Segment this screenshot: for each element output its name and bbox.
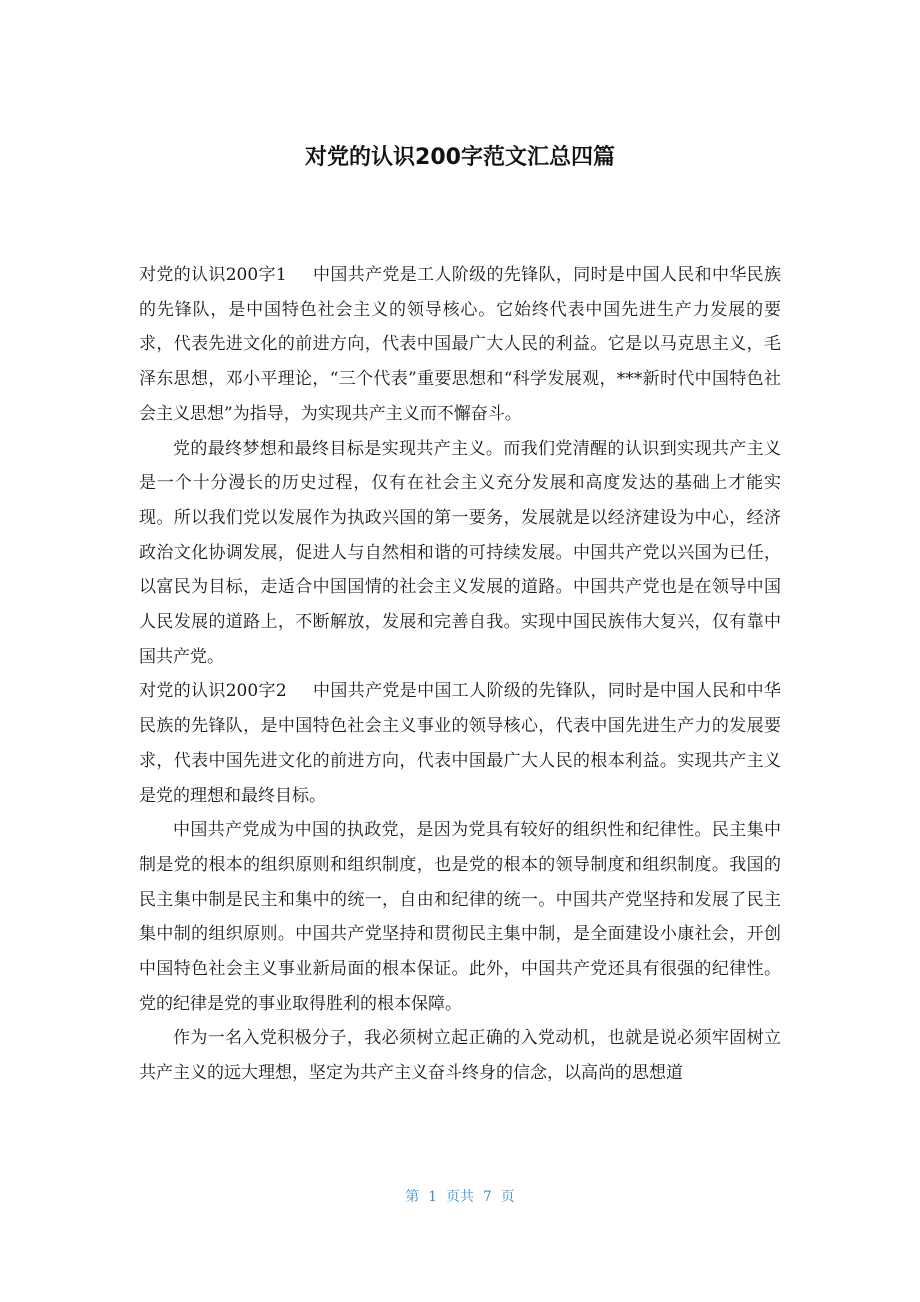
paragraph <box>139 674 781 813</box>
paragraph-text: 党的最终梦想和最终目标是实现共产主义。而我们党清醒的认识到实现共产主义是一个十分漫长的历史过程，仅有在社会主义充分发展和高度发达的基础上才能实现。所以我们党以发展作为执政兴国的第一要务，发展就是以经济建设为中心，经济政治文化协调发展，促进人与自然相和谐的可持续发展。中国共产党以兴国为已任，以富民为目标，走适合中国国情的社会主义发展的道路。中国共产党也是在领导中国人民发展的道路上，不断解放，发展和完善自我。实现中国民族伟大复兴，仅有靠中国共产党。 <box>139 438 781 667</box>
paragraph <box>139 258 781 432</box>
section-label: 对党的认识200字2 <box>139 681 287 702</box>
paragraph-text: 作为一名入党积极分子，我必须树立起正确的入党动机，也就是说必须牢固树立共产主义的远大理想，坚定为共产主义奋斗终身的信念，以高尚的思想道 <box>139 1028 781 1084</box>
section-label: 对党的认识200字1 <box>139 265 287 285</box>
document-title: 对党的认识200字范文汇总四篇 <box>305 145 615 170</box>
paragraph-text: 中国共产党成为中国的执政党，是因为党具有较好的组织性和纪律性。民主集中制是党的根本的组织原则和组织制度，也是党的根本的领导制度和组织制度。我国的民主集中制是民主和集中的统一，自由和纪律的统一。中国共产党坚持和发展了民主集中制的组织原则。中国共产党坚持和贯彻民主集中制，是全面建设小康社会，开创中国特色社会主义事业新局面的根本保证。此外，中国共产党还具有很强的纪律性。党的纪律是党的事业取得胜利的根本保障。 <box>139 820 781 1014</box>
page-number-footer: 第 1 页共 7 页 <box>405 1189 515 1205</box>
paragraph <box>139 432 781 675</box>
paragraph <box>139 1021 781 1090</box>
paragraph-text: 中国共产党是中国工人阶级的先锋队，同时是中国人民和中华民族的先锋队，是中国特色社会主义事业的领导核心，代表中国先进生产力的发展要求，代表中国先进文化的前进方向，代表中国最广大人民的根本利益。实现共产主义是党的理想和最终目标。 <box>139 681 782 806</box>
document-body <box>139 258 781 1091</box>
paragraph-text: 中国共产党是工人阶级的先锋队，同时是中国人民和中华民族的先锋队，是中国特色社会主义的领导核心。它始终代表中国先进生产力发展的要求，代表先进文化的前进方向，代表中国最广大人民的利益。它是以马克思主义，毛泽东思想，邓小平理论，“三个代表”重要思想和“科学发展观，***新时代中国特色社会主义思想”为指导，为实现共产主义而不懈奋斗。 <box>139 265 782 424</box>
paragraph <box>139 813 781 1021</box>
